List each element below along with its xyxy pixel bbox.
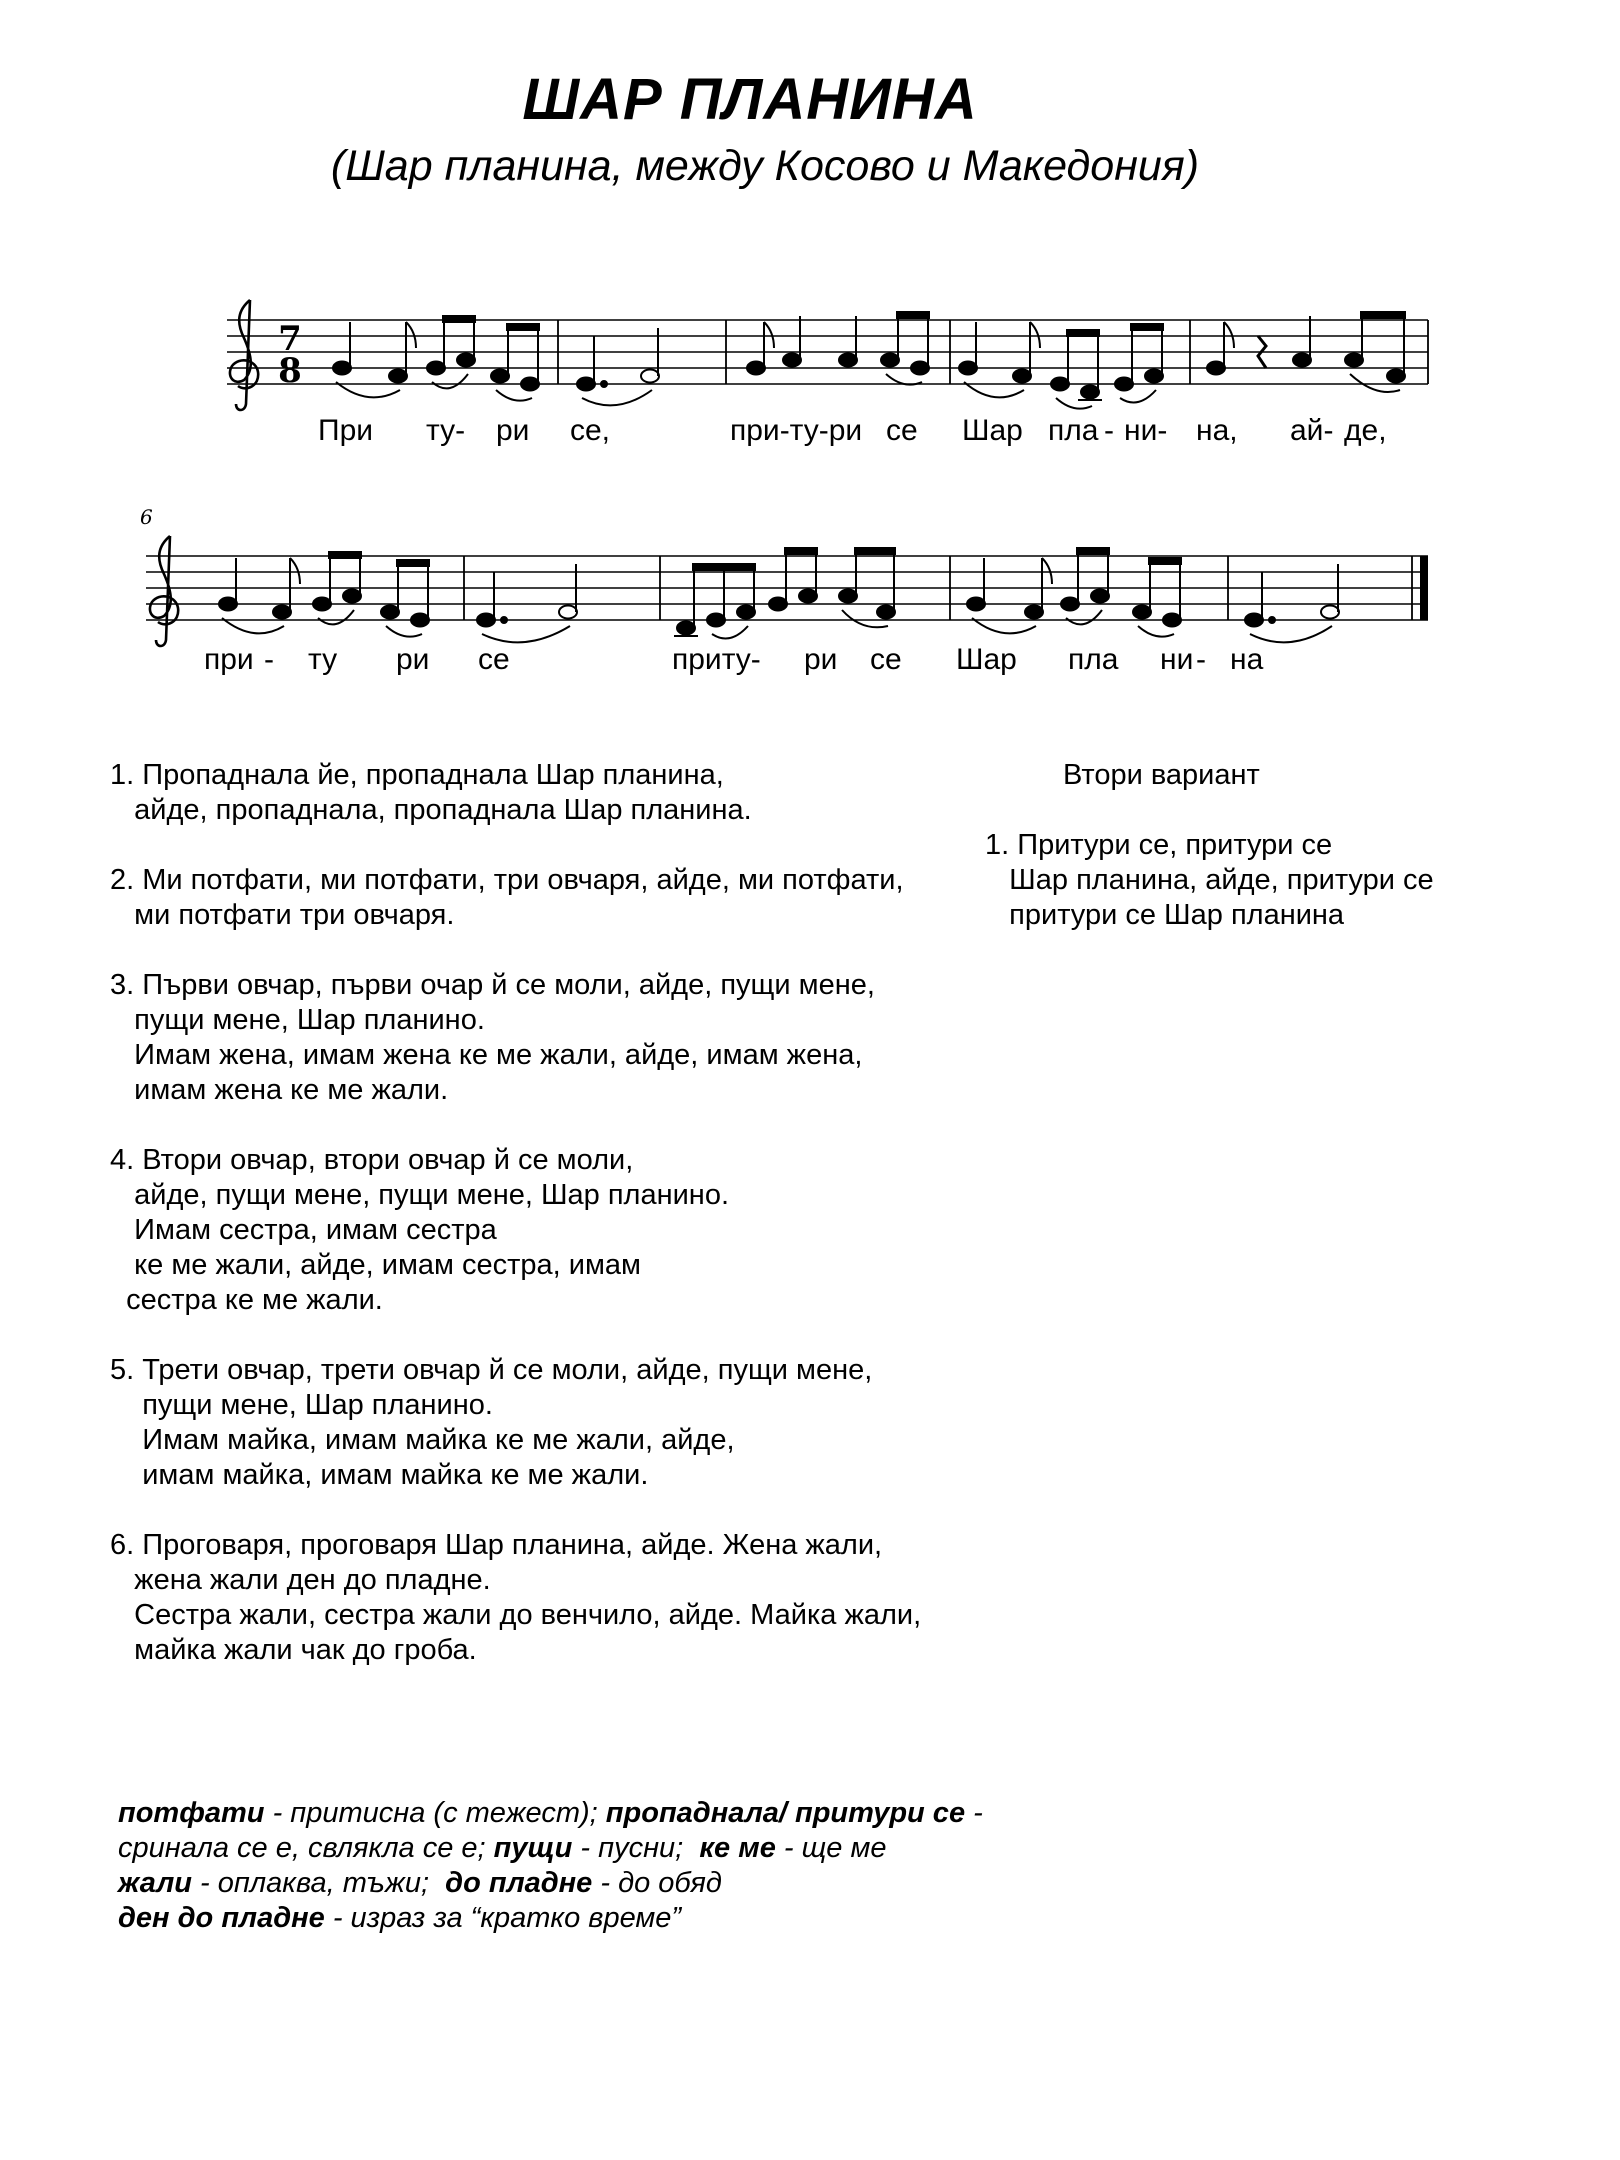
variant-line: 1. Притури се, притури се	[985, 829, 1333, 861]
verse-line: Имам майка, имам майка ке ме жали, айде,	[110, 1424, 735, 1456]
verse-4	[110, 1143, 1010, 1318]
glossary-line	[118, 1831, 1118, 1866]
lyric-syllable: при	[204, 643, 254, 676]
verse-line: имам майка, имам майка ке ме жали.	[110, 1459, 649, 1491]
verse-3	[110, 968, 1010, 1108]
lyric-syllable: се	[478, 643, 510, 676]
glossary-line	[118, 1901, 1118, 1936]
verse-line: пущи мене, Шар планино.	[110, 1389, 493, 1421]
lyric-syllable: ри	[496, 414, 530, 447]
glossary-term: пропаднала/ притури се	[605, 1797, 966, 1829]
glossary-definition: - ще ме	[775, 1832, 887, 1864]
lyric-syllable: пла	[1048, 414, 1099, 447]
time-signature-top: 7	[278, 319, 302, 359]
verse-5	[110, 1353, 1010, 1493]
lyric-syllable: при-ту-ри	[730, 414, 863, 447]
variant-line: притури се Шар планина	[985, 899, 1345, 931]
page-title: ШАР ПЛАНИНА	[522, 67, 978, 132]
measure-number: 6	[140, 505, 153, 529]
lyric-syllable: се	[886, 414, 918, 447]
verse-line: жена жали ден до пладне.	[110, 1564, 491, 1596]
lyric-syllable: ни-	[1124, 414, 1168, 447]
verse-line: айде, пущи мене, пущи мене, Шар планино.	[110, 1179, 730, 1211]
glossary-definition: - израз за “кратко време”	[324, 1902, 682, 1934]
glossary-definition: -	[965, 1797, 983, 1829]
staff-system-1	[0, 260, 1620, 420]
glossary-definition: сринала се е, свлякла се е;	[118, 1832, 494, 1864]
lyric-syllable: -	[264, 643, 274, 676]
lyric-syllable: ай-	[1290, 414, 1334, 447]
verses-column	[110, 758, 1010, 1703]
glossary-line	[118, 1796, 1118, 1831]
glossary-term: ден до пладне	[118, 1902, 325, 1934]
staff-system-2	[0, 496, 1620, 666]
lyric-syllable: Шар	[962, 414, 1023, 447]
variant-heading: Втори вариант	[1063, 759, 1260, 791]
verse-line: Имам жена, имам жена ке ме жали, айде, имам жена,	[110, 1039, 863, 1071]
lyric-syllable: на	[1230, 643, 1264, 676]
verse-line: Сестра жали, сестра жали до венчило, айде. Майка жали,	[110, 1599, 922, 1631]
glossary-term: до пладне	[445, 1867, 593, 1899]
lyric-syllable: приту-	[672, 643, 761, 676]
treble-clef	[230, 300, 258, 410]
lyric-syllable: се,	[570, 414, 611, 447]
verse-line: 2. Ми потфати, ми потфати, три овчаря, айде, ми потфати,	[110, 864, 904, 896]
verse-line: имам жена ке ме жали.	[110, 1074, 449, 1106]
lyric-syllable: ту-	[426, 414, 466, 447]
glossary-term: потфати	[118, 1797, 265, 1829]
lyric-syllable: на,	[1196, 414, 1238, 447]
verse-line: сестра ке ме жали.	[110, 1284, 383, 1316]
verse-line: 6. Проговаря, проговаря Шар планина, айде. Жена жали,	[110, 1529, 883, 1561]
verse-line: ми потфати три овчаря.	[110, 899, 455, 931]
verse-line: 1. Пропаднала йе, пропаднала Шар планина,	[110, 759, 724, 791]
glossary-definition: - оплаква, тъжи;	[191, 1867, 446, 1899]
lyric-syllable: -	[1196, 643, 1206, 676]
lyric-syllable: При	[318, 414, 374, 447]
lyric-syllable: се	[870, 643, 902, 676]
verse-line: 3. Първи овчар, първи очар й се моли, айде, пущи мене,	[110, 969, 875, 1001]
lyric-syllable: ри	[804, 643, 838, 676]
verse-line: ке ме жали, айде, имам сестра, имам	[110, 1249, 641, 1281]
lyric-syllable: ту	[308, 643, 338, 676]
glossary-definition: - до обяд	[592, 1867, 722, 1899]
verse-line: айде, пропаднала, пропаднала Шар планина.	[110, 794, 752, 826]
glossary-line	[118, 1866, 1118, 1901]
glossary-definition: - пусни;	[572, 1832, 700, 1864]
verse-2	[110, 863, 1010, 933]
verse-1	[110, 758, 1010, 828]
glossary-definition: - притисна (с тежест);	[264, 1797, 606, 1829]
page-subtitle: (Шар планина, между Косово и Македония)	[330, 142, 1200, 190]
verse-line: Имам сестра, имам сестра	[110, 1214, 497, 1246]
lyric-syllable: пла	[1068, 643, 1119, 676]
variant-column	[985, 758, 1545, 933]
lyric-syllable: Шар	[956, 643, 1017, 676]
verse-line: 4. Втори овчар, втори овчар й се моли,	[110, 1144, 634, 1176]
notes	[333, 312, 1405, 400]
glossary-term: ке ме	[699, 1832, 776, 1864]
verse-line: пущи мене, Шар планино.	[110, 1004, 485, 1036]
verse-line: майка жали чак до гроба.	[110, 1634, 477, 1666]
lyric-syllable: де,	[1344, 414, 1387, 447]
glossary	[118, 1796, 1118, 1936]
lyric-syllable: ни	[1160, 643, 1194, 676]
verse-line: 5. Трети овчар, трети овчар й се моли, айде, пущи мене,	[110, 1354, 873, 1386]
variant-line: Шар планина, айде, притури се	[985, 864, 1434, 896]
lyric-syllable: ри	[396, 643, 430, 676]
glossary-term: пущи	[493, 1832, 573, 1864]
lyric-syllable: -	[1104, 414, 1114, 447]
treble-clef	[150, 536, 178, 646]
glossary-term: жали	[118, 1867, 192, 1899]
time-signature-bottom: 8	[278, 351, 302, 391]
verse-6	[110, 1528, 1010, 1668]
notes	[219, 548, 1339, 636]
